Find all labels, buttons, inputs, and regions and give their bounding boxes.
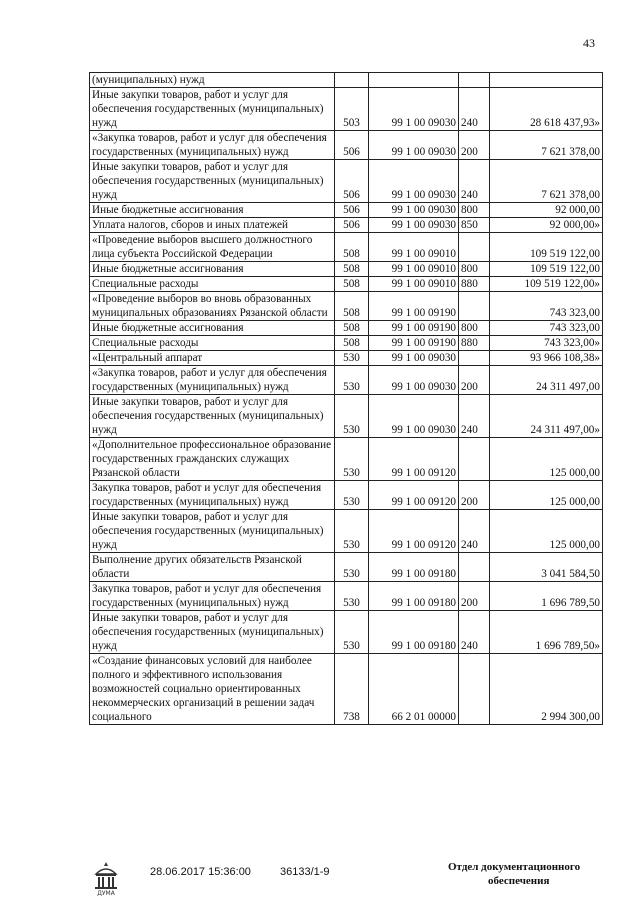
row-code-cell: 530 — [335, 438, 369, 481]
row-target-article-cell: 99 1 00 09190 — [369, 292, 459, 321]
row-code-cell: 738 — [335, 654, 369, 725]
table-row — [90, 131, 603, 160]
row-amount-cell: 7 621 378,00 — [490, 160, 603, 203]
row-expense-type-cell: 800 — [459, 262, 490, 277]
row-code-cell: 508 — [335, 262, 369, 277]
row-expense-type-cell: 850 — [459, 218, 490, 233]
row-name-cell: Закупка товаров, работ и услуг для обеспечения государственных (муниципальных) нужд — [90, 481, 335, 510]
row-target-article-cell — [369, 73, 459, 88]
row-name-cell: Иные бюджетные ассигнования — [90, 262, 335, 277]
table-row — [90, 611, 603, 654]
row-name-cell: «Проведение выборов высшего должностного лица субъекта Российской Федерации — [90, 233, 335, 262]
table-row — [90, 336, 603, 351]
row-amount-cell: 24 311 497,00 — [490, 366, 603, 395]
row-code-cell — [335, 73, 369, 88]
table-row — [90, 438, 603, 481]
row-code-cell: 530 — [335, 395, 369, 438]
row-code-cell: 506 — [335, 218, 369, 233]
department-line-1: Отдел документационного — [448, 861, 581, 873]
row-amount-cell: 125 000,00 — [490, 510, 603, 553]
row-name-cell: «Создание финансовых условий для наиболее полного и эффективного использования возможностей социально ориентированных некоммерческих организаций в решении задач социального — [90, 654, 335, 725]
row-name-cell: Иные закупки товаров, работ и услуг для обеспечения государственных (муниципальных) нужд — [90, 395, 335, 438]
table-row — [90, 321, 603, 336]
row-target-article-cell: 99 1 00 09120 — [369, 510, 459, 553]
row-code-cell: 506 — [335, 160, 369, 203]
row-expense-type-cell — [459, 438, 490, 481]
row-code-cell: 530 — [335, 351, 369, 366]
row-amount-cell: 3 041 584,50 — [490, 553, 603, 582]
table-row — [90, 292, 603, 321]
row-code-cell: 508 — [335, 292, 369, 321]
budget-table — [89, 72, 603, 725]
duma-emblem-icon — [92, 860, 120, 896]
row-amount-cell: 743 323,00 — [490, 321, 603, 336]
row-expense-type-cell: 240 — [459, 510, 490, 553]
table-row — [90, 395, 603, 438]
row-target-article-cell: 99 1 00 09190 — [369, 336, 459, 351]
row-amount-cell: 92 000,00» — [490, 218, 603, 233]
row-target-article-cell: 99 1 00 09120 — [369, 481, 459, 510]
row-amount-cell: 7 621 378,00 — [490, 131, 603, 160]
row-target-article-cell: 66 2 01 00000 — [369, 654, 459, 725]
row-name-cell: Иные закупки товаров, работ и услуг для обеспечения государственных (муниципальных) нужд — [90, 88, 335, 131]
row-target-article-cell: 99 1 00 09180 — [369, 553, 459, 582]
row-expense-type-cell: 200 — [459, 366, 490, 395]
table-row — [90, 481, 603, 510]
table-row — [90, 160, 603, 203]
row-expense-type-cell: 240 — [459, 88, 490, 131]
row-name-cell: Закупка товаров, работ и услуг для обеспечения государственных (муниципальных) нужд — [90, 582, 335, 611]
row-expense-type-cell: 880 — [459, 336, 490, 351]
table-row — [90, 233, 603, 262]
row-expense-type-cell: 240 — [459, 160, 490, 203]
row-amount-cell: 24 311 497,00» — [490, 395, 603, 438]
row-expense-type-cell: 200 — [459, 582, 490, 611]
row-amount-cell: 125 000,00 — [490, 481, 603, 510]
row-code-cell: 530 — [335, 553, 369, 582]
department-stamp — [448, 860, 608, 888]
row-target-article-cell: 99 1 00 09180 — [369, 611, 459, 654]
row-expense-type-cell — [459, 654, 490, 725]
row-amount-cell: 28 618 437,93» — [490, 88, 603, 131]
row-target-article-cell: 99 1 00 09030 — [369, 351, 459, 366]
row-amount-cell: 1 696 789,50» — [490, 611, 603, 654]
row-target-article-cell: 99 1 00 09190 — [369, 321, 459, 336]
row-expense-type-cell — [459, 233, 490, 262]
row-amount-cell: 109 519 122,00 — [490, 233, 603, 262]
table-row — [90, 654, 603, 725]
row-code-cell: 530 — [335, 582, 369, 611]
row-code-cell: 530 — [335, 611, 369, 654]
row-code-cell: 508 — [335, 336, 369, 351]
row-target-article-cell: 99 1 00 09030 — [369, 203, 459, 218]
row-target-article-cell: 99 1 00 09030 — [369, 160, 459, 203]
row-target-article-cell: 99 1 00 09030 — [369, 88, 459, 131]
row-name-cell: Иные закупки товаров, работ и услуг для обеспечения государственных (муниципальных) нужд — [90, 611, 335, 654]
row-target-article-cell: 99 1 00 09010 — [369, 262, 459, 277]
row-expense-type-cell: 240 — [459, 395, 490, 438]
row-expense-type-cell: 800 — [459, 203, 490, 218]
row-name-cell: Уплата налогов, сборов и иных платежей — [90, 218, 335, 233]
department-line-2: обеспечения — [488, 875, 550, 887]
svg-text:ДУМА: ДУМА — [97, 890, 115, 896]
row-name-cell: Иные бюджетные ассигнования — [90, 321, 335, 336]
row-target-article-cell: 99 1 00 09030 — [369, 131, 459, 160]
table-row — [90, 553, 603, 582]
table-row — [90, 277, 603, 292]
row-name-cell: Иные закупки товаров, работ и услуг для обеспечения государственных (муниципальных) нужд — [90, 160, 335, 203]
timestamp: 28.06.2017 15:36:00 — [150, 866, 251, 878]
row-name-cell: «Закупка товаров, работ и услуг для обеспечения государственных (муниципальных) нужд — [90, 366, 335, 395]
row-name-cell: «Центральный аппарат — [90, 351, 335, 366]
row-target-article-cell: 99 1 00 09030 — [369, 366, 459, 395]
row-code-cell: 508 — [335, 321, 369, 336]
row-amount-cell: 125 000,00 — [490, 438, 603, 481]
row-amount-cell: 2 994 300,00 — [490, 654, 603, 725]
row-code-cell: 506 — [335, 203, 369, 218]
row-expense-type-cell — [459, 73, 490, 88]
row-code-cell: 508 — [335, 233, 369, 262]
row-name-cell: Выполнение других обязательств Рязанской области — [90, 553, 335, 582]
row-name-cell: Специальные расходы — [90, 277, 335, 292]
table-row — [90, 351, 603, 366]
row-amount-cell: 109 519 122,00 — [490, 262, 603, 277]
row-target-article-cell: 99 1 00 09010 — [369, 277, 459, 292]
table-row — [90, 510, 603, 553]
row-target-article-cell: 99 1 00 09010 — [369, 233, 459, 262]
row-amount-cell: 109 519 122,00» — [490, 277, 603, 292]
row-name-cell: Иные закупки товаров, работ и услуг для обеспечения государственных (муниципальных) нужд — [90, 510, 335, 553]
row-expense-type-cell: 240 — [459, 611, 490, 654]
table-row — [90, 366, 603, 395]
row-name-cell: (муниципальных) нужд — [90, 73, 335, 88]
row-expense-type-cell: 200 — [459, 131, 490, 160]
row-expense-type-cell: 800 — [459, 321, 490, 336]
row-name-cell: Иные бюджетные ассигнования — [90, 203, 335, 218]
row-target-article-cell: 99 1 00 09120 — [369, 438, 459, 481]
row-code-cell: 530 — [335, 366, 369, 395]
row-name-cell: «Дополнительное профессиональное образование государственных гражданских служащих Рязанской области — [90, 438, 335, 481]
table-row — [90, 73, 603, 88]
row-code-cell: 530 — [335, 481, 369, 510]
row-target-article-cell: 99 1 00 09180 — [369, 582, 459, 611]
row-name-cell: Специальные расходы — [90, 336, 335, 351]
row-amount-cell: 743 323,00» — [490, 336, 603, 351]
row-amount-cell: 93 966 108,38» — [490, 351, 603, 366]
row-amount-cell: 92 000,00 — [490, 203, 603, 218]
table-row — [90, 262, 603, 277]
row-amount-cell: 1 696 789,50 — [490, 582, 603, 611]
row-amount-cell: 743 323,00 — [490, 292, 603, 321]
row-code-cell: 530 — [335, 510, 369, 553]
row-expense-type-cell — [459, 553, 490, 582]
row-name-cell: «Проведение выборов во вновь образованных муниципальных образованиях Рязанской области — [90, 292, 335, 321]
table-row — [90, 582, 603, 611]
document-number: 36133/1-9 — [280, 866, 330, 878]
table-row — [90, 203, 603, 218]
table-row — [90, 88, 603, 131]
row-expense-type-cell: 200 — [459, 481, 490, 510]
row-name-cell: «Закупка товаров, работ и услуг для обеспечения государственных (муниципальных) нужд — [90, 131, 335, 160]
row-target-article-cell: 99 1 00 09030 — [369, 218, 459, 233]
row-expense-type-cell — [459, 292, 490, 321]
page-footer — [0, 860, 640, 900]
row-code-cell: 503 — [335, 88, 369, 131]
row-expense-type-cell — [459, 351, 490, 366]
row-target-article-cell: 99 1 00 09030 — [369, 395, 459, 438]
row-amount-cell — [490, 73, 603, 88]
row-code-cell: 508 — [335, 277, 369, 292]
row-code-cell: 506 — [335, 131, 369, 160]
table-row — [90, 218, 603, 233]
page-number: 43 — [583, 36, 595, 50]
row-expense-type-cell: 880 — [459, 277, 490, 292]
